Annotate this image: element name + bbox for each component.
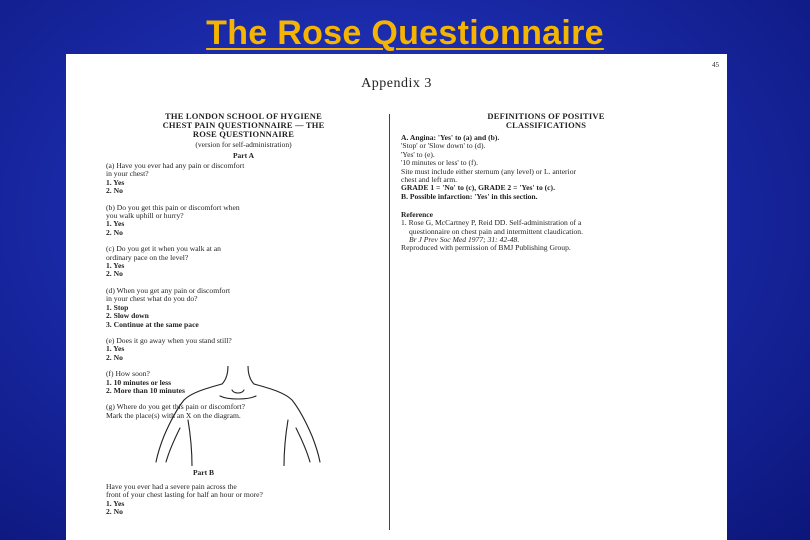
questionnaire-header-1: THE LONDON SCHOOL OF HYGIENE: [165, 111, 322, 121]
definition-line: '10 minutes or less' to (f).: [401, 158, 478, 168]
part-b-line: 2. No: [106, 507, 123, 517]
question-line: 1. 10 minutes or less: [106, 377, 172, 387]
question-line: 2. More than 10 minutes: [106, 385, 185, 395]
question-line: (f) How soon?: [106, 369, 150, 379]
definition-line: Site must include either sternum (any level) or L. anterior: [401, 166, 577, 176]
question-line: (a) Have you ever had any pain or discomfort: [106, 161, 245, 170]
question-line: 2. No: [106, 186, 123, 196]
definition-line: 'Yes' to (e).: [401, 149, 435, 159]
question-item: [106, 162, 381, 196]
questionnaire-header-3: ROSE QUESTIONNAIRE: [192, 129, 295, 139]
question-line: (c) Do you get it when you walk at an: [106, 244, 221, 254]
definitions-list: [401, 134, 691, 201]
question-line: Mark the place(s) with an X on the diagram.: [106, 410, 241, 420]
question-line: 2. No: [106, 269, 123, 279]
question-line: 1. Yes: [106, 261, 125, 271]
document-page: [66, 54, 727, 540]
question-line: 2. No: [106, 352, 123, 362]
question-line: (d) When you get any pain or discomfort: [106, 285, 231, 295]
question-line: ordinary pace on the level?: [106, 252, 189, 262]
question-line: (b) Do you get this pain or discomfort when: [106, 202, 240, 212]
question-line: 1. Stop: [106, 302, 129, 312]
question-line: 1. Yes: [106, 344, 125, 354]
definition-line: chest and left arm.: [401, 175, 458, 185]
part-b-line: 1. Yes: [106, 498, 125, 508]
definition-line: B. Possible infarction: 'Yes' in this section.: [401, 191, 538, 201]
definitions-header-1: DEFINITIONS OF POSITIVE: [487, 111, 605, 121]
question-line: 2. Slow down: [106, 311, 149, 321]
question-line: 2. No: [106, 227, 123, 237]
question-line: (e) Does it go away when you stand still?: [106, 335, 232, 345]
question-item: [106, 287, 381, 329]
question-line: 3. Continue at the same pace: [106, 319, 199, 329]
question-item: [106, 204, 381, 238]
version-note: (version for self-administration): [195, 140, 292, 149]
body-outline-diagram: [148, 366, 328, 466]
part-b-section: [106, 466, 381, 517]
reference-line: questionnaire on chest pain and intermittent claudication.: [409, 226, 583, 236]
definitions-column: [401, 112, 691, 253]
part-a-heading: Part A: [232, 151, 255, 160]
reference-heading: Reference: [401, 210, 433, 220]
reference-line: 1. Rose G, McCartney P, Reid DD. Self-administration of a: [401, 218, 582, 228]
slide-title: The Rose Questionnaire: [206, 14, 604, 52]
question-item: [106, 245, 381, 279]
part-b-line: front of your chest lasting for half an hour or more?: [106, 490, 263, 500]
question-item: [106, 337, 381, 362]
part-b-heading: Part B: [192, 468, 215, 477]
appendix-heading: Appendix 3: [361, 76, 432, 91]
part-b-line: Have you ever had a severe pain across the: [106, 482, 237, 491]
question-line: 1. Yes: [106, 177, 125, 187]
definition-line: A. Angina: 'Yes' to (a) and (b).: [401, 133, 500, 142]
question-line: 1. Yes: [106, 219, 125, 229]
reference-line: Reproduced with permission of BMJ Publishing Group.: [401, 243, 571, 253]
definition-line: GRADE 1 = 'No' to (c), GRADE 2 = 'Yes' to (c).: [401, 183, 555, 193]
reference-line: Br J Prev Soc Med 1977; 31: 42-48.: [409, 235, 520, 245]
question-line: (g) Where do you get this pain or discomfort?: [106, 402, 246, 412]
question-line: in your chest what do you do?: [106, 294, 198, 304]
question-line: you walk uphill or hurry?: [106, 211, 184, 221]
question-line: in your chest?: [106, 169, 149, 179]
column-divider: [389, 114, 390, 530]
page-number: 45: [712, 61, 719, 69]
questionnaire-header-2: CHEST PAIN QUESTIONNAIRE — THE: [162, 120, 325, 130]
definitions-header-2: CLASSIFICATIONS: [505, 120, 587, 130]
definition-line: 'Stop' or 'Slow down' to (d).: [401, 141, 486, 151]
part-b-question: [106, 483, 381, 517]
